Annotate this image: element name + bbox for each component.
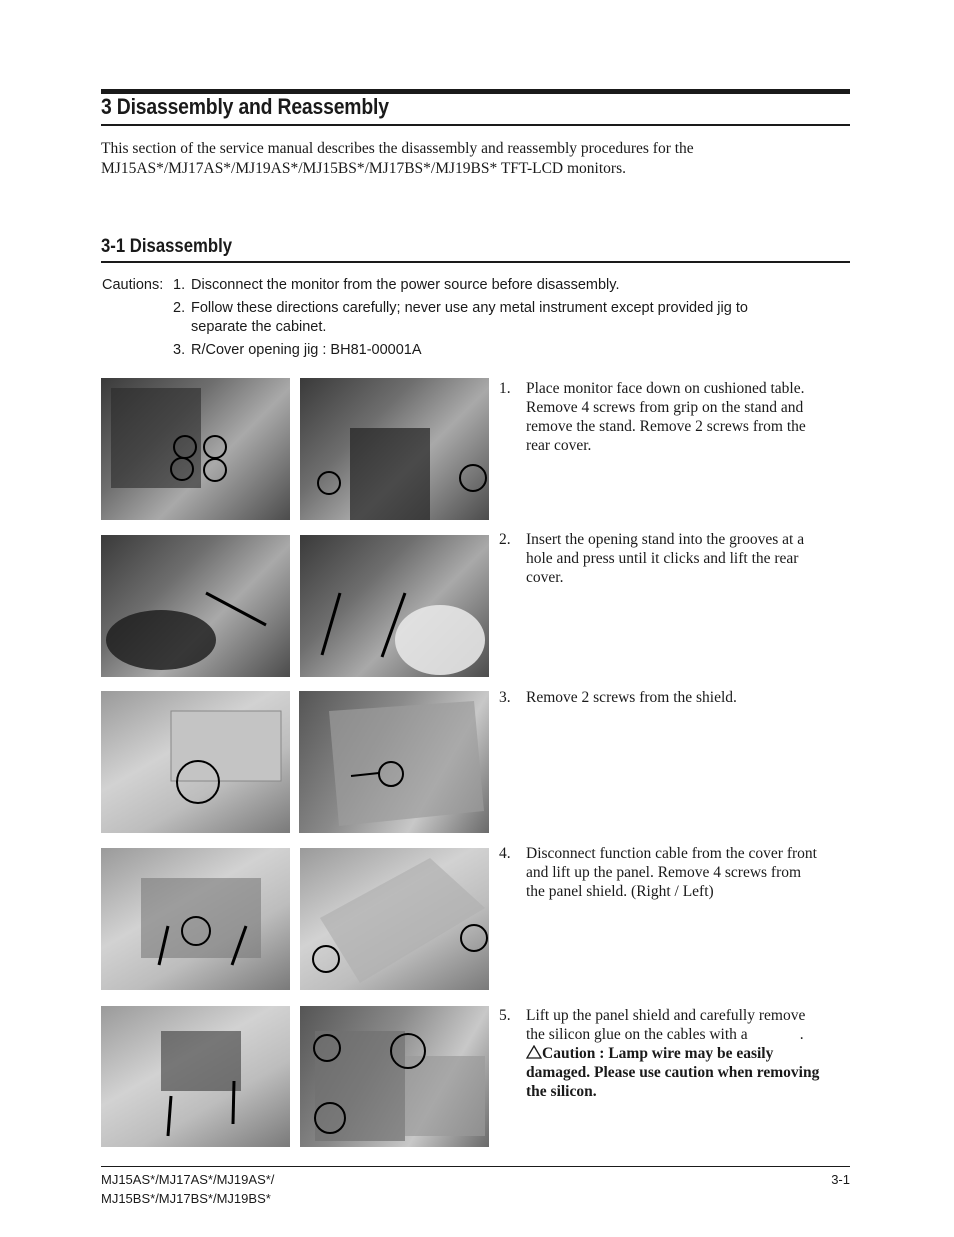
step-text xyxy=(526,379,851,455)
chapter-intro xyxy=(101,139,850,178)
shield-screws-photo xyxy=(299,691,489,833)
caution-note-line: damaged. Please use caution when removing xyxy=(526,1064,820,1081)
step-line: Lift up the panel shield and carefully remove xyxy=(526,1007,806,1024)
caution-note-line: the silicon. xyxy=(526,1083,597,1100)
panel-shield-screws-photo xyxy=(300,848,489,990)
caution-text: R/Cover opening jig : BH81-00001A xyxy=(191,342,422,358)
function-cable-photo xyxy=(101,848,290,990)
step-text xyxy=(526,530,851,587)
chapter-title: 3 Disassembly and Reassembly xyxy=(101,94,389,119)
photo-annotations xyxy=(300,1006,489,1147)
footer-model-list xyxy=(101,1170,274,1208)
warning-triangle-icon xyxy=(526,1045,542,1059)
page-number: 3-1 xyxy=(831,1172,850,1187)
step-line: the panel shield. (Right / Left) xyxy=(526,883,714,900)
step-number: 4. xyxy=(499,845,511,862)
step-line: rear cover. xyxy=(526,437,592,454)
step-line: Insert the opening stand into the grooves at a xyxy=(526,531,805,548)
photo-annotations xyxy=(299,691,489,833)
intro-line: This section of the service manual describes the disassembly and reassembly procedures for the xyxy=(101,140,694,157)
caution-text: Follow these directions carefully; never use any metal instrument except provided jig to xyxy=(191,300,748,316)
photo-annotations xyxy=(300,535,489,677)
caution-note-line: Caution : Lamp wire may be easily xyxy=(542,1045,774,1062)
caution-number: 2. xyxy=(173,300,186,316)
caution-text-cont: separate the cabinet. xyxy=(191,319,327,335)
step-line: Remove 2 screws from the shield. xyxy=(526,689,737,706)
step-line: and lift up the panel. Remove 4 screws from xyxy=(526,864,802,881)
step-line-start: the silicon glue on the cables with a xyxy=(526,1026,748,1043)
section-title-rule xyxy=(101,261,850,263)
step-text xyxy=(526,844,851,901)
photo-annotations xyxy=(101,378,290,520)
caution-item-2 xyxy=(173,299,853,337)
step-3 xyxy=(499,688,851,707)
step-1 xyxy=(499,379,851,455)
stand-screws-photo xyxy=(101,378,290,520)
step-line xyxy=(526,1025,851,1044)
photo-annotations xyxy=(300,848,489,990)
step-text xyxy=(526,688,851,707)
step-line: hole and press until it clicks and lift the rear xyxy=(526,550,799,567)
photo-annotations xyxy=(101,848,290,990)
chapter-title-rule xyxy=(101,124,850,126)
step-number: 2. xyxy=(499,531,511,548)
photo-annotations xyxy=(300,378,489,520)
caution-text: Disconnect the monitor from the power source before disassembly. xyxy=(191,277,620,293)
step-2 xyxy=(499,530,851,587)
step-number: 3. xyxy=(499,689,511,706)
section-title: 3-1 Disassembly xyxy=(101,236,233,257)
step-number: 1. xyxy=(499,380,511,397)
cautions-label: Cautions: xyxy=(102,277,164,293)
photo-annotations xyxy=(101,1006,290,1147)
step-line-end: . xyxy=(799,1026,804,1043)
lift-panel-shield-photo xyxy=(101,1006,290,1147)
shield-screw-closeup-photo xyxy=(101,691,290,833)
caution-item-1 xyxy=(173,276,853,295)
caution-item-3 xyxy=(173,341,853,360)
intro-line: MJ15AS*/MJ17AS*/MJ19AS*/MJ15BS*/MJ17BS*/MJ19BS* TFT-LCD monitors. xyxy=(101,159,626,177)
photo-annotations xyxy=(101,535,290,677)
rear-cover-screws-photo xyxy=(300,378,489,520)
photo-annotations xyxy=(101,691,290,833)
lift-rear-cover-photo xyxy=(300,535,489,677)
caution-number: 3. xyxy=(173,342,186,358)
step-4 xyxy=(499,844,851,901)
step-5 xyxy=(499,1006,851,1101)
step-line: remove the stand. Remove 2 screws from the xyxy=(526,418,806,435)
step-line: Place monitor face down on cushioned table. xyxy=(526,380,805,397)
silicon-glue-board-photo xyxy=(300,1006,489,1147)
step-number: 5. xyxy=(499,1007,511,1024)
step-line: Remove 4 screws from grip on the stand and xyxy=(526,399,804,416)
footer-model-line: MJ15AS*/MJ17AS*/MJ19AS*/ xyxy=(101,1172,275,1187)
step-line: cover. xyxy=(526,569,564,586)
caution-note xyxy=(526,1044,851,1063)
remove-stand-photo xyxy=(101,535,290,677)
caution-number: 1. xyxy=(173,277,186,293)
footer-rule xyxy=(101,1166,850,1167)
step-line: Disconnect function cable from the cover front xyxy=(526,845,817,862)
step-text xyxy=(526,1006,851,1101)
footer-model-line: MJ15BS*/MJ17BS*/MJ19BS* xyxy=(101,1191,271,1206)
